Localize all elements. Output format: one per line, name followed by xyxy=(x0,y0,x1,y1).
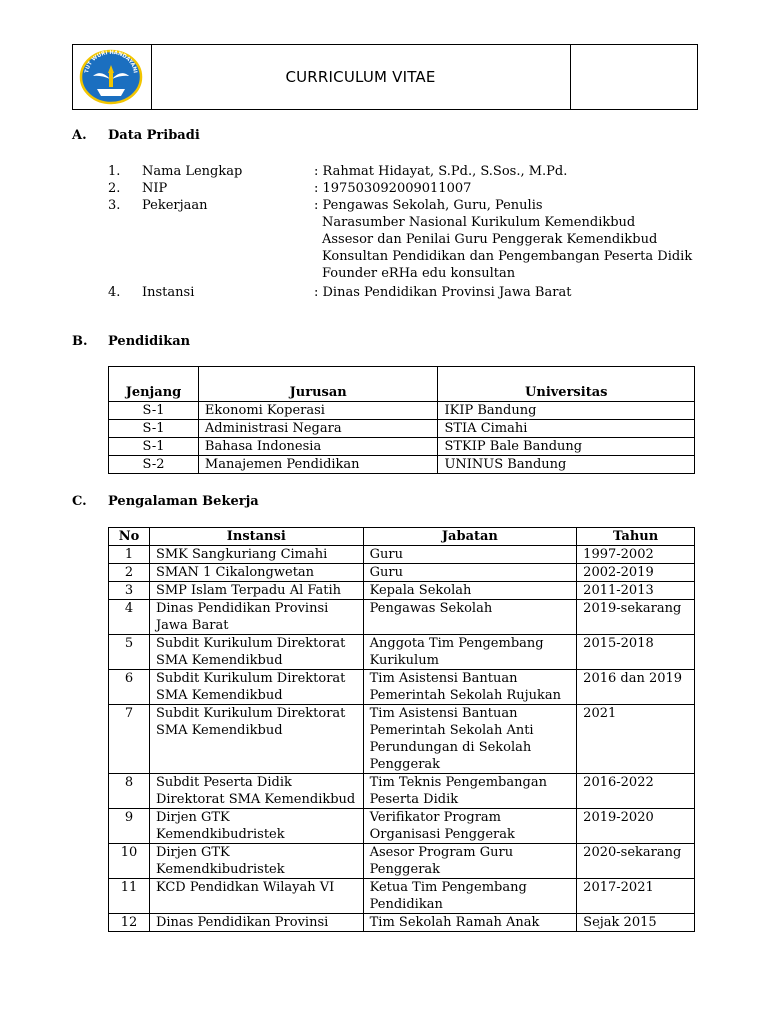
education-header-jenjang: Jenjang xyxy=(109,367,199,402)
work-instansi-cell xyxy=(149,670,363,705)
work-tahun-cell: 2011-2013 xyxy=(577,582,695,600)
work-jabatan-cell xyxy=(363,670,577,705)
cv-header xyxy=(72,44,698,110)
work-experience-table xyxy=(108,527,695,932)
education-jenjang-cell: S-1 xyxy=(109,420,199,438)
table-row xyxy=(109,809,695,844)
work-jabatan-cell xyxy=(363,879,577,914)
personal-extra-line: Founder eRHa edu konsultan xyxy=(322,266,516,281)
work-tahun-cell: 2017-2021 xyxy=(577,879,695,914)
work-jabatan-cell xyxy=(363,844,577,879)
personal-num: 3. xyxy=(108,198,121,213)
cell-line: Tim Asistensi Bantuan xyxy=(369,706,518,721)
cell-line: Organisasi Penggerak xyxy=(369,827,515,842)
education-universitas-cell: STIA Cimahi xyxy=(438,420,695,438)
table-row xyxy=(109,402,695,420)
cell-line: Peserta Didik xyxy=(369,792,459,807)
cell-line: Pemerintah Sekolah Anti xyxy=(369,723,534,738)
personal-value: : Rahmat Hidayat, S.Pd., S.Sos., M.Pd. xyxy=(314,164,568,179)
table-row xyxy=(109,546,695,564)
cell-line: Penggerak xyxy=(369,862,441,877)
personal-label: Pekerjaan xyxy=(142,198,208,213)
cell-line: Tim Teknis Pengembangan xyxy=(369,775,547,790)
work-instansi-cell xyxy=(149,635,363,670)
section-a-title: Data Pribadi xyxy=(108,128,200,143)
cell-line: Ketua Tim Pengembang xyxy=(369,880,527,895)
table-row xyxy=(109,564,695,582)
education-universitas-cell: STKIP Bale Bandung xyxy=(438,438,695,456)
education-header-jurusan: Jurusan xyxy=(198,367,438,402)
work-no-cell: 5 xyxy=(109,635,150,670)
work-no-cell: 12 xyxy=(109,914,150,932)
work-tahun-cell: 2020-sekarang xyxy=(577,844,695,879)
personal-label: Nama Lengkap xyxy=(142,164,243,179)
work-header-no: No xyxy=(109,528,150,546)
cell-line: Jawa Barat xyxy=(155,618,229,633)
education-jurusan-cell: Administrasi Negara xyxy=(198,420,438,438)
work-instansi-cell xyxy=(149,844,363,879)
work-no-cell: 7 xyxy=(109,705,150,774)
cell-line: Perundungan di Sekolah xyxy=(369,740,532,755)
work-no-cell: 8 xyxy=(109,774,150,809)
work-instansi-cell xyxy=(149,564,363,582)
table-row xyxy=(109,438,695,456)
work-tahun-cell: 2016 dan 2019 xyxy=(577,670,695,705)
work-no-cell: 2 xyxy=(109,564,150,582)
cell-line: Subdit Kurikulum Direktorat xyxy=(155,706,346,721)
cell-line: Guru xyxy=(369,565,403,580)
table-row xyxy=(109,635,695,670)
work-no-cell: 3 xyxy=(109,582,150,600)
work-jabatan-cell xyxy=(363,546,577,564)
work-tahun-cell: 2021 xyxy=(577,705,695,774)
work-jabatan-cell xyxy=(363,600,577,635)
work-instansi-cell xyxy=(149,705,363,774)
cell-line: Verifikator Program xyxy=(369,810,501,825)
personal-extra-line: Assesor dan Penilai Guru Penggerak Kemendikbud xyxy=(322,232,658,247)
table-row xyxy=(109,600,695,635)
education-jenjang-cell: S-1 xyxy=(109,402,199,420)
cell-line: Dinas Pendidikan Provinsi xyxy=(155,915,329,930)
work-tahun-cell: 2016-2022 xyxy=(577,774,695,809)
work-tahun-cell: 2002-2019 xyxy=(577,564,695,582)
header-empty-cell xyxy=(570,45,697,109)
logo-cell xyxy=(73,45,152,109)
cell-line: Kurikulum xyxy=(369,653,439,668)
cell-line: Tim Asistensi Bantuan xyxy=(369,671,518,686)
tut-wuri-handayani-logo xyxy=(79,49,143,105)
education-universitas-cell: UNINUS Bandung xyxy=(438,456,695,474)
personal-label: Instansi xyxy=(142,285,195,300)
work-instansi-cell xyxy=(149,774,363,809)
table-row xyxy=(109,844,695,879)
section-b-letter: B. xyxy=(72,334,88,349)
work-jabatan-cell xyxy=(363,809,577,844)
work-tahun-cell: 1997-2002 xyxy=(577,546,695,564)
table-row xyxy=(109,420,695,438)
cell-line: SMP Islam Terpadu Al Fatih xyxy=(155,583,342,598)
education-jurusan-cell: Manajemen Pendidikan xyxy=(198,456,438,474)
work-jabatan-cell xyxy=(363,635,577,670)
personal-label: NIP xyxy=(142,181,168,196)
section-b-title: Pendidikan xyxy=(108,334,191,349)
cell-line: SMA Kemendikbud xyxy=(155,688,283,703)
table-row xyxy=(109,879,695,914)
cell-line: Dinas Pendidikan Provinsi xyxy=(155,601,329,616)
cell-line: Kemendkibudristek xyxy=(155,862,285,877)
table-row xyxy=(109,582,695,600)
work-instansi-cell xyxy=(149,914,363,932)
personal-value: : 197503092009011007 xyxy=(314,181,472,196)
work-jabatan-cell xyxy=(363,582,577,600)
section-c-letter: C. xyxy=(72,494,87,509)
work-jabatan-cell xyxy=(363,705,577,774)
cell-line: Subdit Kurikulum Direktorat xyxy=(155,671,346,686)
cell-line: SMA Kemendikbud xyxy=(155,723,283,738)
work-tahun-cell: 2019-sekarang xyxy=(577,600,695,635)
section-c-title: Pengalaman Bekerja xyxy=(108,494,259,509)
logo-text: TUT WURI HANDAYANI xyxy=(84,49,138,74)
work-header-jabatan: Jabatan xyxy=(363,528,577,546)
cell-line: Pemerintah Sekolah Rujukan xyxy=(369,688,562,703)
education-jenjang-cell: S-1 xyxy=(109,438,199,456)
work-instansi-cell xyxy=(149,809,363,844)
table-row xyxy=(109,456,695,474)
education-jurusan-cell: Ekonomi Koperasi xyxy=(198,402,438,420)
education-table xyxy=(108,366,695,474)
education-header-universitas: Universitas xyxy=(438,367,695,402)
work-no-cell: 11 xyxy=(109,879,150,914)
cell-line: SMK Sangkuriang Cimahi xyxy=(155,547,328,562)
cell-line: Kemendkibudristek xyxy=(155,827,285,842)
cell-line: Pendidikan xyxy=(369,897,443,912)
cell-line: SMAN 1 Cikalongwetan xyxy=(155,565,315,580)
cell-line: Pengawas Sekolah xyxy=(369,601,493,616)
work-tahun-cell: 2015-2018 xyxy=(577,635,695,670)
cell-line: KCD Pendidkan Wilayah VI xyxy=(155,880,335,895)
cell-line: Penggerak xyxy=(369,757,441,772)
work-no-cell: 9 xyxy=(109,809,150,844)
personal-extra-line: Konsultan Pendidikan dan Pengembangan Peserta Didik xyxy=(322,249,693,264)
table-row xyxy=(109,914,695,932)
cell-line: Tim Sekolah Ramah Anak xyxy=(369,915,540,930)
cell-line: Direktorat SMA Kemendikbud xyxy=(155,792,356,807)
cell-line: Dirjen GTK xyxy=(155,845,230,860)
personal-num: 1. xyxy=(108,164,121,179)
work-no-cell: 1 xyxy=(109,546,150,564)
work-jabatan-cell xyxy=(363,774,577,809)
table-row xyxy=(109,774,695,809)
work-instansi-cell xyxy=(149,879,363,914)
education-universitas-cell: IKIP Bandung xyxy=(438,402,695,420)
cell-line: Subdit Peserta Didik xyxy=(155,775,292,790)
work-no-cell: 4 xyxy=(109,600,150,635)
cell-line: Kepala Sekolah xyxy=(369,583,472,598)
table-row xyxy=(109,705,695,774)
personal-value: : Pengawas Sekolah, Guru, Penulis xyxy=(314,198,543,213)
work-jabatan-cell xyxy=(363,914,577,932)
work-instansi-cell xyxy=(149,600,363,635)
cell-line: Dirjen GTK xyxy=(155,810,230,825)
work-instansi-cell xyxy=(149,582,363,600)
cell-line: Asesor Program Guru xyxy=(369,845,514,860)
page-title: CURRICULUM VITAE xyxy=(151,45,571,109)
work-no-cell: 10 xyxy=(109,844,150,879)
work-no-cell: 6 xyxy=(109,670,150,705)
personal-num: 4. xyxy=(108,285,121,300)
education-jenjang-cell: S-2 xyxy=(109,456,199,474)
table-row xyxy=(109,670,695,705)
cell-line: Anggota Tim Pengembang xyxy=(369,636,544,651)
work-header-tahun: Tahun xyxy=(577,528,695,546)
work-instansi-cell xyxy=(149,546,363,564)
cell-line: Guru xyxy=(369,547,403,562)
work-tahun-cell: Sejak 2015 xyxy=(577,914,695,932)
personal-num: 2. xyxy=(108,181,121,196)
personal-extra-line: Narasumber Nasional Kurikulum Kemendikbud xyxy=(322,215,636,230)
cell-line: Subdit Kurikulum Direktorat xyxy=(155,636,346,651)
work-header-instansi: Instansi xyxy=(149,528,363,546)
work-jabatan-cell xyxy=(363,564,577,582)
section-a-letter: A. xyxy=(72,128,87,143)
personal-value: : Dinas Pendidikan Provinsi Jawa Barat xyxy=(314,285,572,300)
education-jurusan-cell: Bahasa Indonesia xyxy=(198,438,438,456)
work-tahun-cell: 2019-2020 xyxy=(577,809,695,844)
cell-line: SMA Kemendikbud xyxy=(155,653,283,668)
